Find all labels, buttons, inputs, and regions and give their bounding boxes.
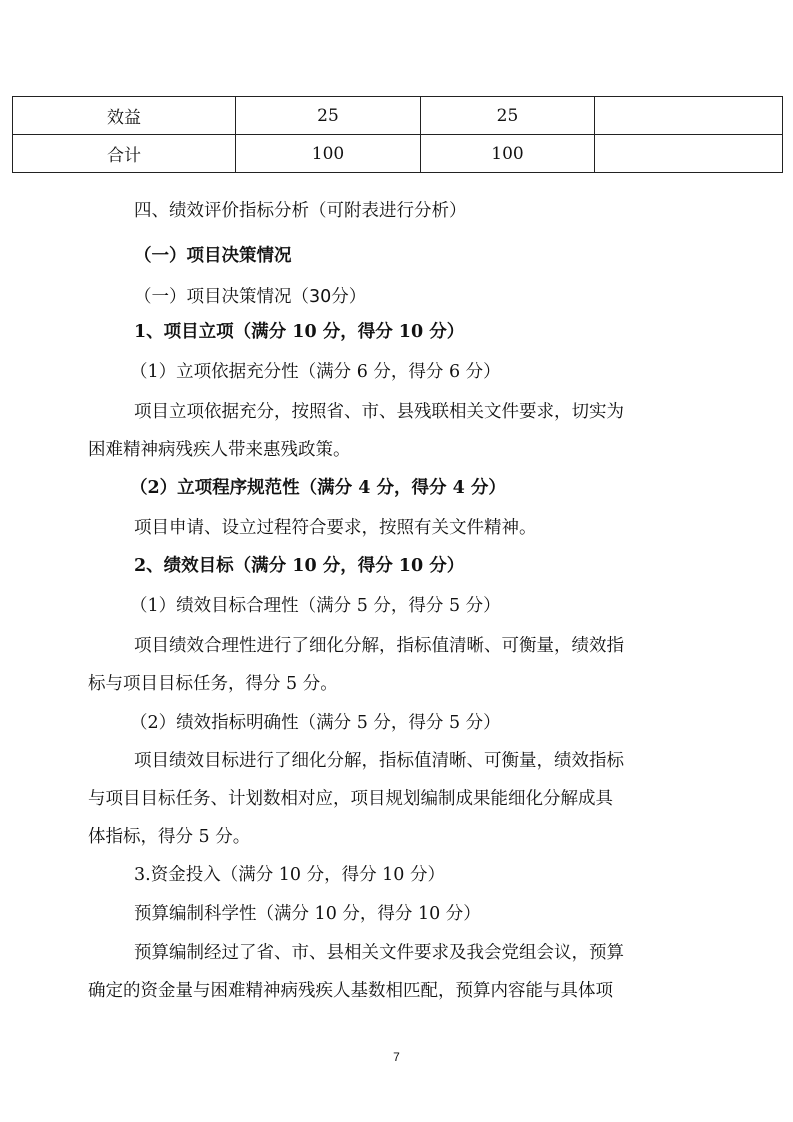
paragraph-line: 标与项目目标任务，得分 5 分。 [88,674,338,694]
heading-procedure-standard: （2）立项程序规范性（满分 4 分，得分 4 分） [130,478,506,498]
heading-indicator-clarity: （2）绩效指标明确性（满分 5 分，得分 5 分） [130,713,501,733]
heading-funding-input: 3.资金投入（满分 10 分，得分 10 分） [134,865,445,885]
table-cell: 25 [421,97,595,135]
paragraph-line: 预算编制经过了省、市、县相关文件要求及我会党组会议，预算 [134,943,624,963]
table-cell-label: 合计 [13,135,236,173]
heading-project-decision: （一）项目决策情况 [134,246,292,266]
heading-project-decision-score: （一）项目决策情况（30分） [134,287,367,307]
table-row [13,135,783,173]
table-cell: 25 [236,97,421,135]
table-row [13,97,783,135]
paragraph-line: 项目立项依据充分，按照省、市、县残联相关文件要求，切实为 [134,402,624,422]
heading-section-4: 四、绩效评价指标分析（可附表进行分析） [134,201,467,221]
heading-project-approval: 1、项目立项（满分 10 分，得分 10 分） [134,322,465,342]
paragraph-line: 项目绩效合理性进行了细化分解，指标值清晰、可衡量，绩效指 [134,636,624,656]
table-cell-label: 效益 [13,97,236,135]
paragraph-line: 困难精神病残疾人带来惠残政策。 [88,440,351,460]
table-cell [595,135,783,173]
paragraph-line: 体指标，得分 5 分。 [88,827,251,847]
paragraph-line: 确定的资金量与困难精神病残疾人基数相匹配，预算内容能与具体项 [88,981,613,1001]
heading-budget-science: 预算编制科学性（满分 10 分，得分 10 分） [134,904,481,924]
heading-goal-rationality: （1）绩效目标合理性（满分 5 分，得分 5 分） [130,596,501,616]
heading-basis-adequacy: （1）立项依据充分性（满分 6 分，得分 6 分） [130,362,501,382]
table-cell: 100 [421,135,595,173]
score-table [12,96,783,173]
table-cell [595,97,783,135]
table-cell: 100 [236,135,421,173]
page-number: 7 [393,1050,400,1064]
paragraph-line: 项目申请、设立过程符合要求，按照有关文件精神。 [134,518,537,538]
paragraph-line: 与项目目标任务、计划数相对应，项目规划编制成果能细化分解成具 [88,789,613,809]
heading-performance-goals: 2、绩效目标（满分 10 分，得分 10 分） [134,556,465,576]
paragraph-line: 项目绩效目标进行了细化分解，指标值清晰、可衡量，绩效指标 [134,751,624,771]
